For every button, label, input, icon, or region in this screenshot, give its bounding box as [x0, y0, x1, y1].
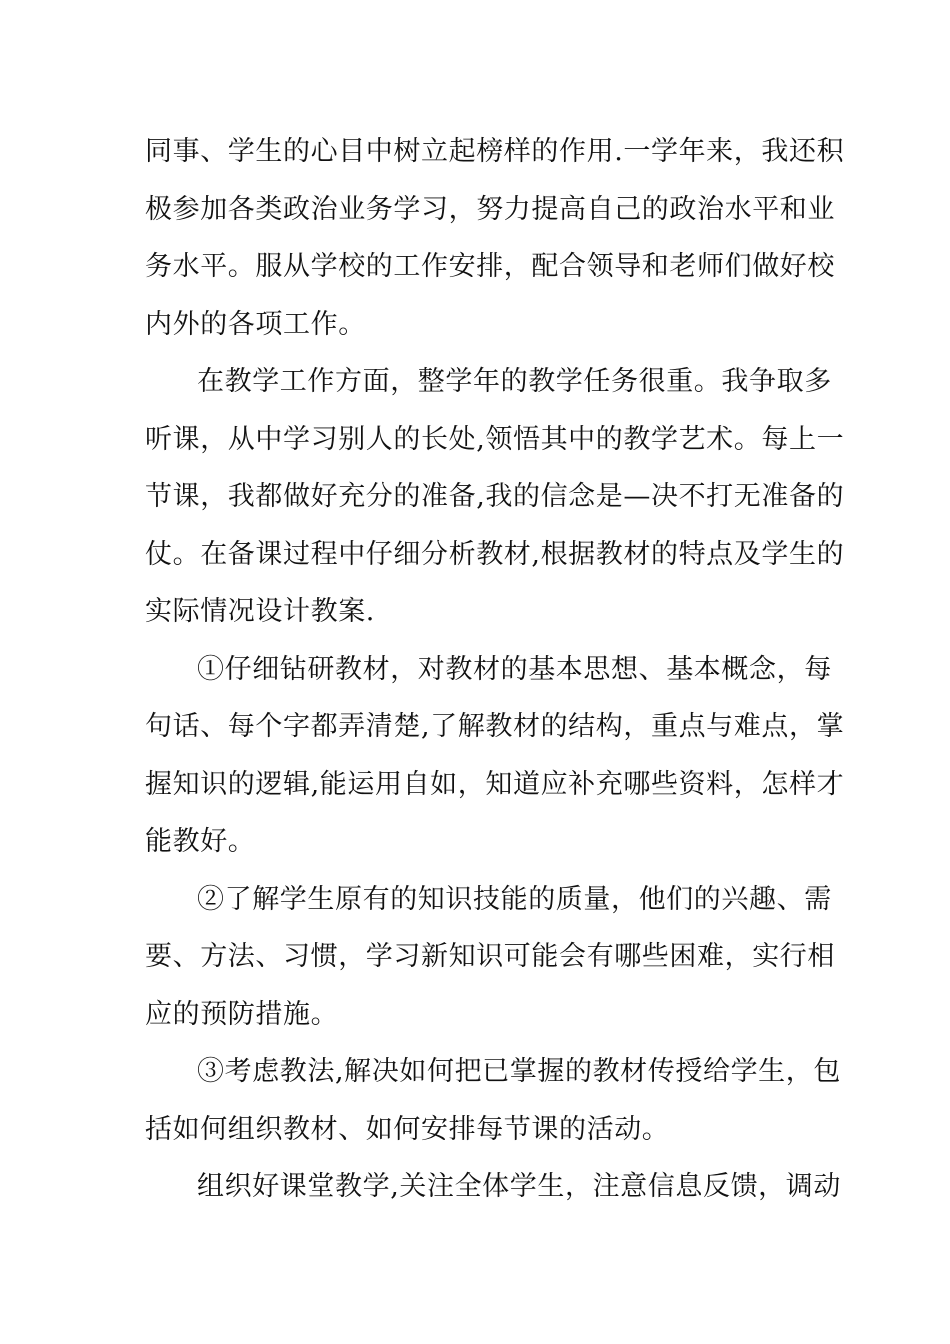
text-line: 同事、学生的心目中树立起榜样的作用.一学年来，我还积	[145, 136, 845, 167]
text-line: 节课，我都做好充分的准备,我的信念是—决不打无准备的	[145, 481, 845, 512]
text-line: 仗。在备课过程中仔细分析教材,根据教材的特点及学生的	[145, 538, 845, 570]
text-line: 要、方法、习惯，学习新知识可能会有哪些困难，实行相	[145, 941, 835, 972]
paragraph-1	[145, 123, 845, 353]
text-line: 括如何组织教材、如何安排每节课的活动。	[145, 1113, 670, 1145]
text-line: 内外的各项工作。	[145, 308, 366, 340]
paragraph-4	[145, 871, 835, 1044]
text-line: ②了解学生原有的知识技能的质量，他们的兴趣、需	[197, 883, 832, 915]
document-body	[145, 123, 845, 1216]
text-line: 在教学工作方面，整学年的教学任务很重。我争取多	[197, 366, 832, 397]
text-line: ①仔细钻研教材，对教材的基本思想、基本概念，每	[197, 653, 832, 685]
text-line: 能教好。	[145, 826, 256, 857]
paragraph-3	[145, 641, 845, 871]
paragraph-5	[145, 1043, 841, 1158]
text-line: 务水平。服从学校的工作安排，配合领导和老师们做好校	[145, 251, 835, 282]
text-line: 句话、每个字都弄清楚,了解教材的结构，重点与难点，掌	[145, 711, 845, 742]
paragraph-2	[145, 353, 845, 641]
text-line: 实际情况设计教案.	[145, 596, 375, 627]
text-line: 极参加各类政治业务学习，努力提高自己的政治水平和业	[145, 193, 835, 225]
text-line: 应的预防措施。	[145, 998, 339, 1030]
paragraph-6	[145, 1158, 841, 1216]
text-line: ③考虑教法,解决如何把已掌握的教材传授给学生，包	[197, 1056, 841, 1087]
text-line: 握知识的逻辑,能运用自如，知道应补充哪些资料，怎样才	[145, 768, 845, 800]
text-line: 听课，从中学习别人的长处,领悟其中的教学艺术。每上一	[145, 423, 845, 455]
text-line: 组织好课堂教学,关注全体学生，注意信息反馈，调动	[197, 1171, 841, 1202]
